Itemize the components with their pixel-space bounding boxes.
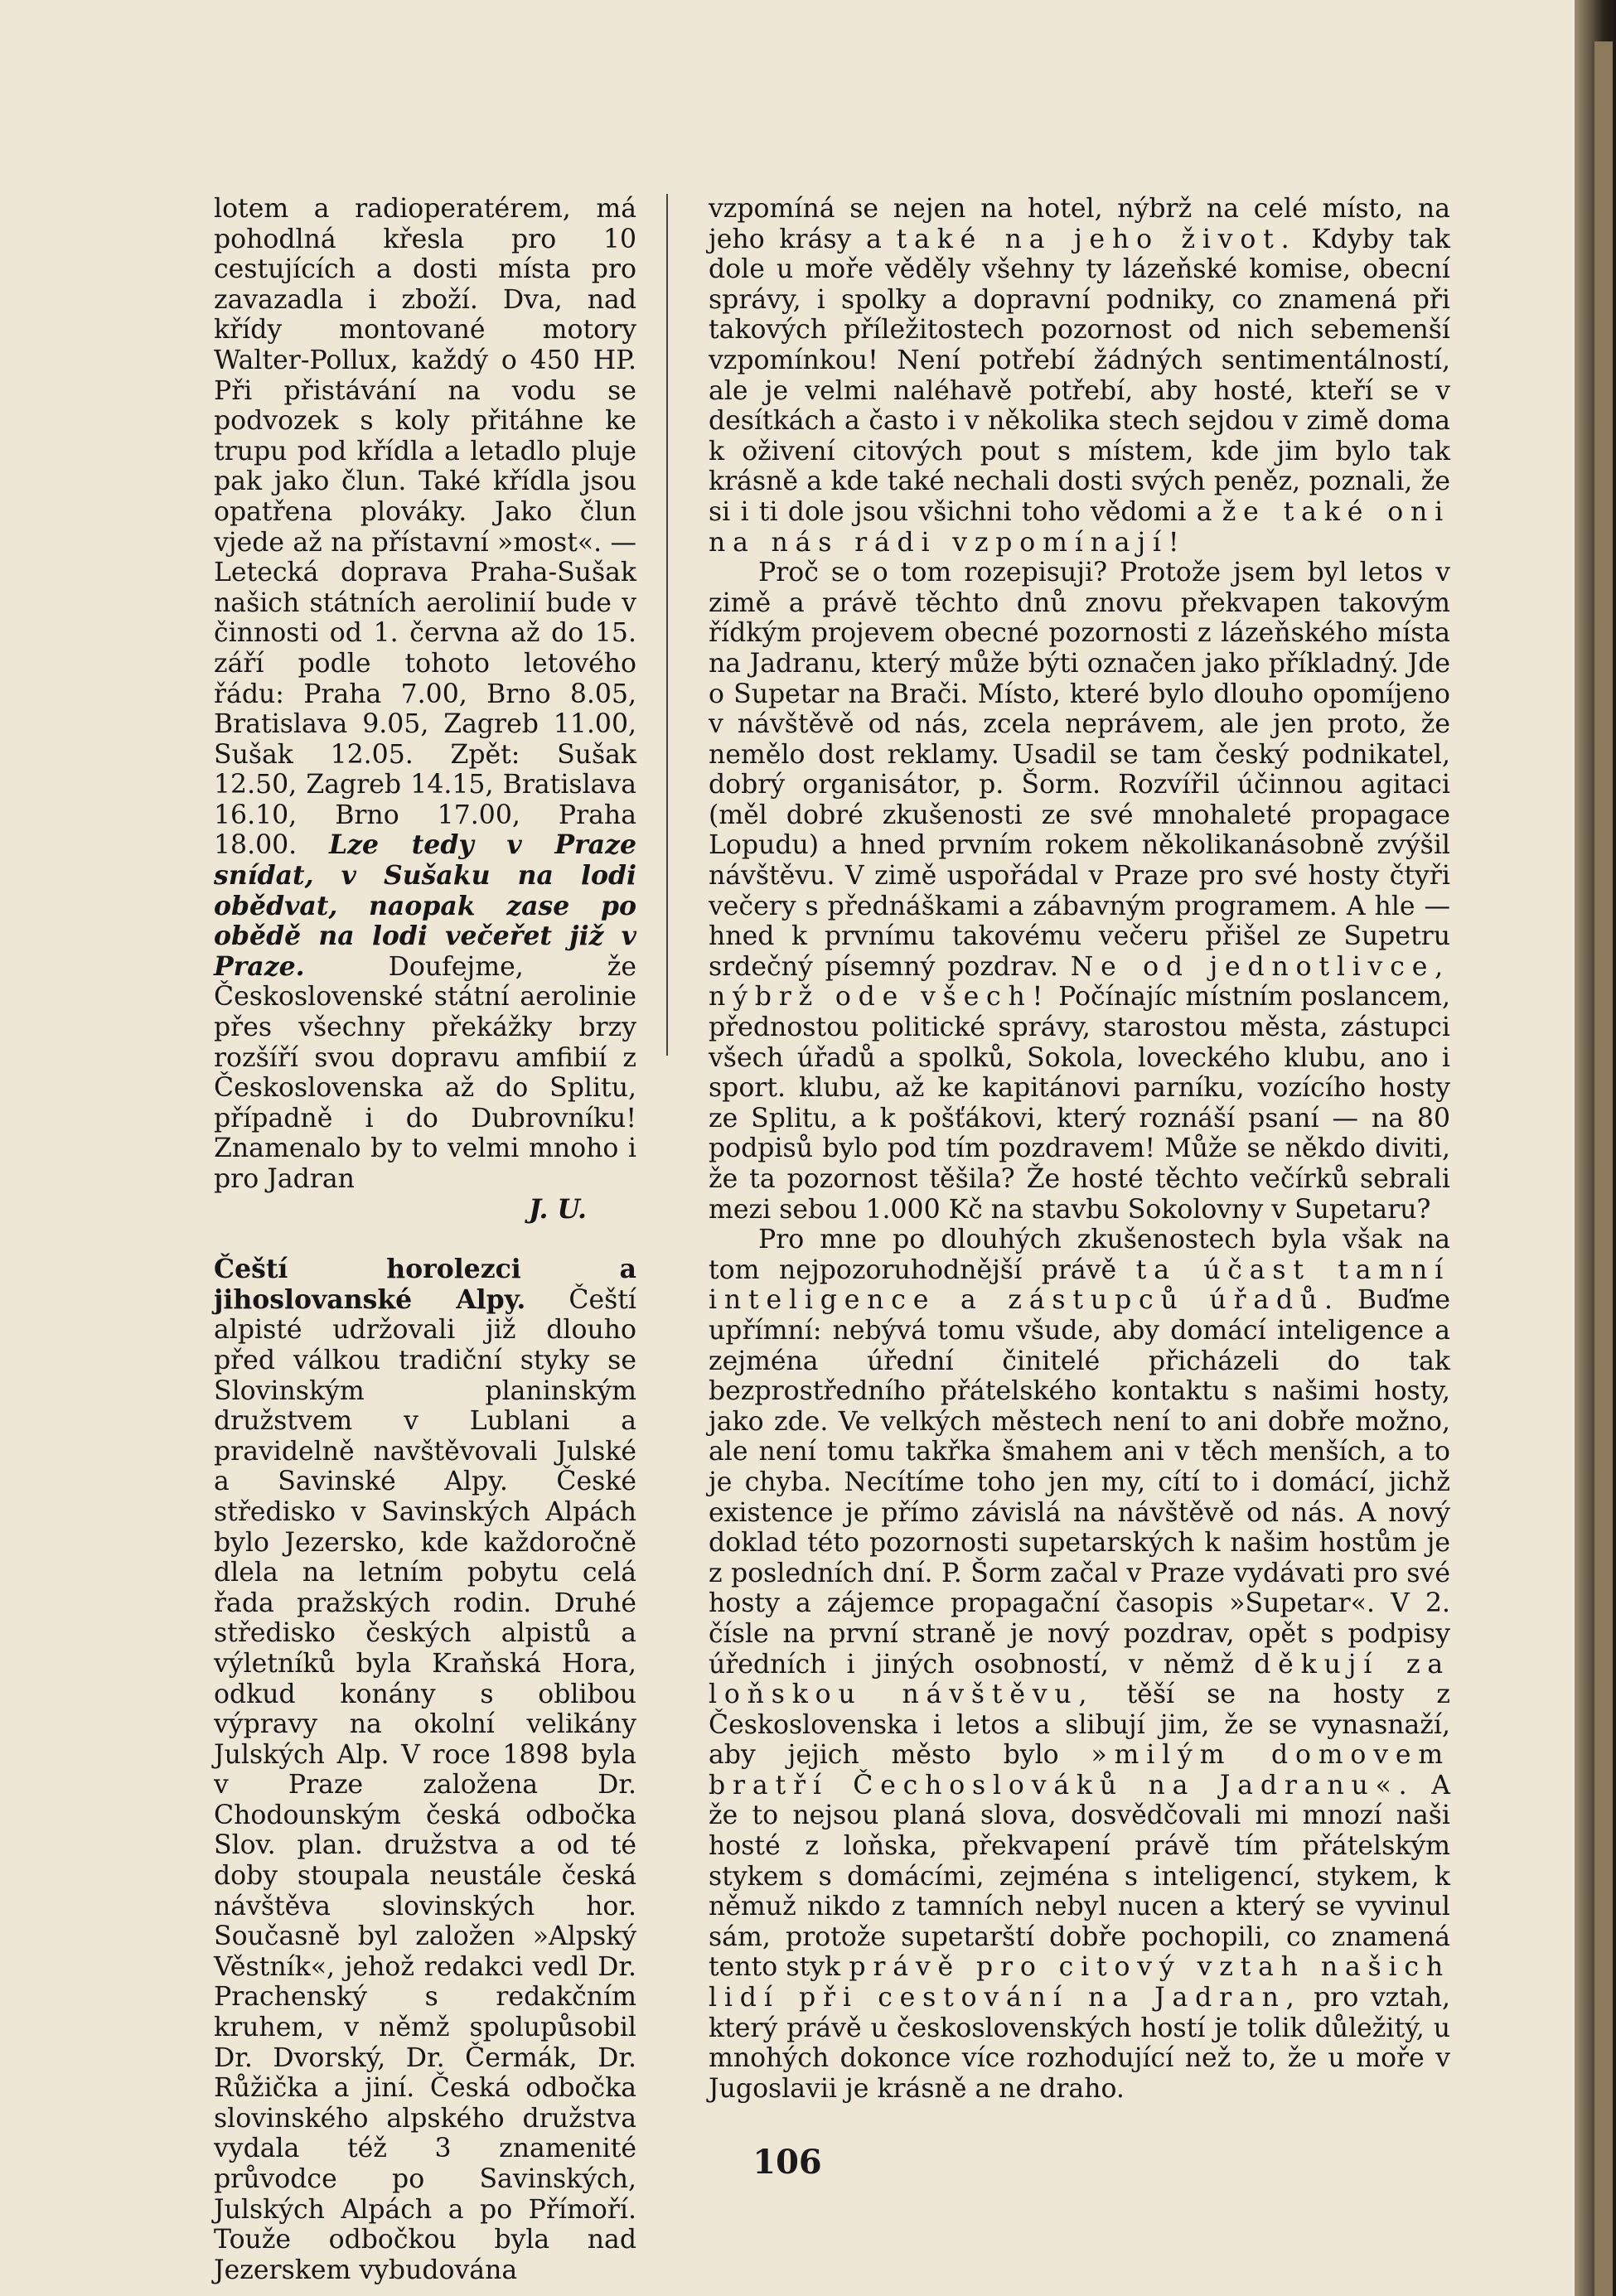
spaced-emphasis: právě pro citový vztah našich lidí při cestování na Jadran, (709, 1952, 1450, 2013)
climbers-paragraph (214, 1254, 636, 2285)
text-run: A že to nejsou planá slova, dosvědčovali mi mnozí naši hosté z loňska, překvapení právě tím přátelským stykem s domácími, zejména s inteligencí, stykem, k němuž nikdo z tamních nebyl nucen a který se vyvinul sám, protože supetarští dobře pochopili, co znamená tento styk (709, 1770, 1451, 1983)
spaced-emphasis: Ne od jednotlivce, nýbrž ode všech! (709, 951, 1451, 1013)
section-heading: Čeští horolezci a jihoslovanské Alpy. (214, 1254, 636, 1315)
column-divider (666, 194, 668, 1056)
page-number: 106 (752, 2143, 822, 2182)
left-column (214, 194, 636, 2285)
text-run: Buďme upřímní: nebývá tomu všude, aby domácí inteligence a zejména úřední činitelé přicházeli do tak bezprostředního přátelského kontaktu s našimi hosty, jako zde. Ve velkých městech není to ani dobře možno, ale není tomu takřka šmahem ani v těch menších, a to je chyba. Necítíme toho jen my, cítí to i domácí, jichž existence je přímo závislá na návštěvě od nás. A nový doklad této pozornosti supetarských k našim hostům je z posledních dní. P. Šorm začal v Praze vydávati pro své hosty a zájemce propagační časopis »Supetar«. V 2. čísle na první straně je nový pozdrav, opět s podpisy úředních i jiných osobností, v němž (709, 1285, 1450, 1680)
spaced-emphasis: ta účast tamní inteligence a zástupců úřadů. (709, 1254, 1450, 1316)
spaced-emphasis: »milým domovem bratří Čechoslováků na Jadranu«. (709, 1740, 1450, 1801)
text-run: pro vztah, který právě u československých hostí je tolik důležitý, u mnohých dokonce více rozhodující než to, že u moře v Jugoslavii je krásně a ne draho. (709, 1983, 1450, 2104)
aviation-text-tail: Doufejme, že Československé státní aerolinie přes všechny překážky brzy rozšíří svou dopravu amfibií z Československa až do Splitu, případně i do Dubrovníku! Znamenalo by to velmi mnoho i pro Jadran (214, 951, 636, 1194)
author-signature: J. U. (529, 1193, 587, 1225)
text-run: vzpomíná se nejen na hotel, nýbrž na celé místo, na jeho krásy a (709, 194, 1450, 254)
text-run: Počínajíc místním poslancem, přednostou politické správy, starostou města, zástupci všech úřadů a spolků, Sokola, loveckého klubu, ano i sport. klubu, až ke kapitánovi parníku, vozícího hosty ze Splitu, a k pošťákovi, který roznáší psaní — na 80 podpisů bylo pod tím pozdravem! Může se někdo diviti, že ta pozornost těšila? Že hosté těchto večírků sebrali mezi sebou 1.000 Kč na stavbu Sokolovny v Supetaru? (709, 982, 1451, 1225)
right-paragraph-1 (709, 194, 1450, 558)
right-column (709, 194, 1450, 2104)
book-spine-strip (1594, 41, 1613, 2296)
right-paragraph-2 (709, 558, 1450, 1225)
right-paragraph-3 (709, 1225, 1450, 2104)
spaced-emphasis: také na jeho život. (896, 224, 1297, 254)
aviation-text: lotem a radioperatérem, má pohodlná křesla pro 10 cestujících a dosti místa pro zavazadla i zboží. Dva, nad křídy montované motory Walter-Pollux, každý o 450 HP. Při přistávání na vodu se podvozek s koly přitáhne ke trupu pod křídla a letadlo pluje pak jako člun. Také křídla jsou opatřena plováky. Jako člun vjede až na přístavní »most«. — Letecká doprava Praha-Sušak našich státních aerolinií bude v činnosti od 1. června až do 15. září podle tohoto letového řádu: Praha 7.00, Brno 8.05, Bratislava 9.05, Zagreb 11.00, Sušak 12.05. Zpět: Sušak 12.50, Zagreb 14.15, Bratislava 16.10, Brno 17.00, Praha 18.00. (214, 194, 636, 861)
text-run: Proč se o tom rozepisuji? Protože jsem byl letos v zimě a právě těchto dnů znovu překvapen takovým řídkým projevem obecné pozornosti z lázeňského místa na Jadranu, který může býti označen jako příkladný. Jde o Supetar na Brači. Místo, které bylo dlouho opomíjeno v návštěvě od nás, zcela neprávem, ale jen proto, že nemělo dost reklamy. Usadil se tam český podnikatel, dobrý organisátor, p. Šorm. Rozvířil účinnou agitaci (měl dobré zkušenosti ze své mnohaleté propagace Lopudu) a hned prvním rokem několikanásobně zvýšil návštěvu. V zimě uspořádal v Praze pro své hosty čtyři večery s přednáškami a zábavným programem. A hle — hned k prvnímu takovému večeru přišel ze Supetru srdečný písemný pozdrav. (709, 558, 1450, 982)
spaced-emphasis: že také oni na nás rádi vzpomínají! (709, 496, 1451, 558)
aviation-emphasis: Lze tedy v Praze snídat, v Sušaku na lodi obědvat, naopak zase po obědě na lodi večeřet již v Praze. (214, 829, 637, 982)
aviation-paragraph (214, 194, 636, 1195)
text-run: Kdyby tak dole u moře věděly všehny ty lázeňské komise, obecní správy, i spolky a dopravní podniky, co znamená při takových příležitostech pozornost od nich sebemenší vzpomínkou! Není potřebí žádných sentimentálností, ale je velmi naléhavě potřebí, aby hosté, kteří se v desítkách a často i v několika stech sejdou v zimě doma k oživení citových pout s místem, kde jim bylo tak krásně a kde také nechali dosti svých peněz, poznali, že si i ti dole jsou všichni toho vědomi a (709, 224, 1451, 527)
spaced-emphasis: děkují za loňskou návštěvu, (709, 1649, 1451, 1710)
section-text: Čeští alpisté udržovali již dlouho před válkou tradiční styky se Slovinským planinským družstvem v Lublani a pravidelně navštěvovali Julské a Savinské Alpy. České středisko v Savinských Alpách bylo Jezersko, kde každoročně dlela na letním pobytu celá řada pražských rodin. Druhé středisko českých alpistů a výletníků byla Kraňská Hora, odkud konány s oblibou výpravy na okolní velikány Julských Alp. V roce 1898 byla v Praze založena Dr. Chodounským česká odbočka Slov. plan. družstva a od té doby stoupala neustále česká návštěva slovinských hor. Současně byl založen »Alpský Věstník«, jehož redakci vedl Dr. Prachenský s redakčním kruhem, v němž spolupůsobil Dr. Dvorský, Dr. Čermák, Dr. Růžička a jiní. Česká odbočka slovinského alpského družstva vydala též 3 znamenité průvodce po Savinských, Julských Alpách a po Přímoří. Touže odbočkou byla nad Jezerskem vybudována (214, 1284, 636, 2285)
text-run: Pro mne po dlouhých zkušenostech byla však na tom nejpozoruhodnější právě (709, 1225, 1450, 1285)
text-run: těší se na hosty z Československa i letos a slibují jim, že se vynasnaží, aby jejich město bylo (709, 1680, 1451, 1771)
